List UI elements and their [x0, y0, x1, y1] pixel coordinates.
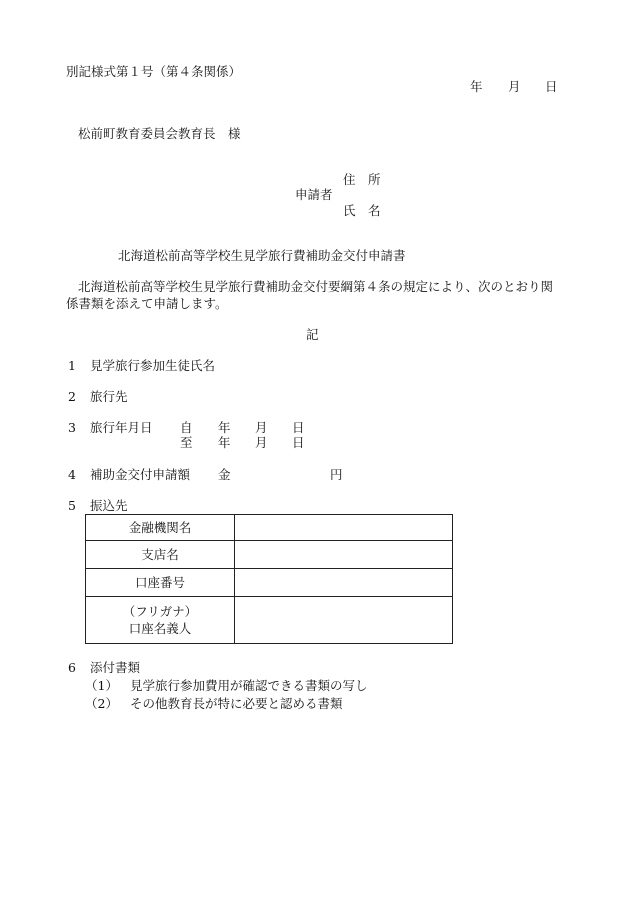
furigana-label: （フリガナ）: [122, 604, 198, 619]
item-4: [68, 469, 190, 482]
date-year-label: 年: [470, 79, 483, 94]
bank-transfer-table: [85, 514, 453, 644]
item-5-number: 5: [68, 498, 76, 513]
item-3-from-year: 年: [218, 420, 231, 435]
item-1-label: 見学旅行参加生徒氏名: [90, 358, 216, 373]
item-3-from: 自: [180, 420, 193, 435]
item-6-sub-1-number: （1）: [85, 678, 118, 693]
item-6-label: 添付書類: [90, 660, 141, 675]
account-number-label: 口座番号: [86, 569, 235, 597]
item-3: [68, 422, 153, 435]
addressee: 松前町教育委員会教育長 様: [78, 126, 241, 141]
item-6-sub-2-number: （2）: [85, 696, 118, 711]
item-3-from-month: 月: [255, 420, 268, 435]
item-3-label: 旅行年月日: [90, 420, 153, 435]
item-5: [68, 500, 128, 513]
item-1-number: 1: [68, 358, 76, 373]
document-title: 北海道松前高等学校生見学旅行費補助金交付申請書: [118, 248, 406, 263]
item-6: [68, 662, 140, 675]
item-2-label: 旅行先: [90, 389, 128, 404]
item-3-to-month: 月: [255, 435, 268, 450]
body-line-2: 係書類を添えて申請します。: [66, 296, 228, 311]
form-number: 別記様式第１号（第４条関係）: [66, 64, 242, 79]
date-month-label: 月: [508, 79, 521, 94]
account-number-value: [235, 569, 453, 597]
branch-value: [235, 541, 453, 569]
applicant-name-label: 氏 名: [343, 203, 381, 218]
date-day-label: 日: [545, 79, 558, 94]
account-holder-value: [235, 597, 453, 644]
item-3-to-day: 日: [292, 435, 305, 450]
item-2-number: 2: [68, 389, 76, 404]
item-6-sub-1: 見学旅行参加費用が確認できる書類の写し: [130, 678, 368, 693]
item-6-sub-2: その他教育長が特に必要と認める書類: [130, 696, 343, 711]
account-holder-row: [86, 597, 453, 644]
branch-label: 支店名: [86, 541, 235, 569]
item-3-to: 至: [180, 435, 193, 450]
item-3-from-day: 日: [292, 420, 305, 435]
ki-heading: 記: [306, 327, 319, 342]
body-line-1: 北海道松前高等学校生見学旅行費補助金交付要綱第４条の規定により、次のとおり関: [78, 279, 554, 294]
item-6-number: 6: [68, 660, 76, 675]
branch-row: [86, 541, 453, 569]
applicant-label: 申請者: [295, 187, 333, 202]
item-5-label: 振込先: [90, 498, 128, 513]
account-holder-label-cell: [86, 597, 235, 644]
account-number-row: [86, 569, 453, 597]
item-4-yen: 円: [330, 467, 343, 482]
applicant-address-label: 住 所: [343, 172, 381, 187]
bank-name-value: [235, 515, 453, 541]
item-4-label: 補助金交付申請額: [90, 467, 191, 482]
bank-name-row: [86, 515, 453, 541]
account-holder-label: 口座名義人: [128, 621, 192, 636]
item-4-number: 4: [68, 467, 76, 482]
bank-name-label: 金融機関名: [86, 515, 235, 541]
item-1: [68, 360, 215, 373]
item-3-number: 3: [68, 420, 76, 435]
item-3-to-year: 年: [218, 435, 231, 450]
item-2: [68, 391, 128, 404]
item-4-kin: 金: [218, 467, 231, 482]
